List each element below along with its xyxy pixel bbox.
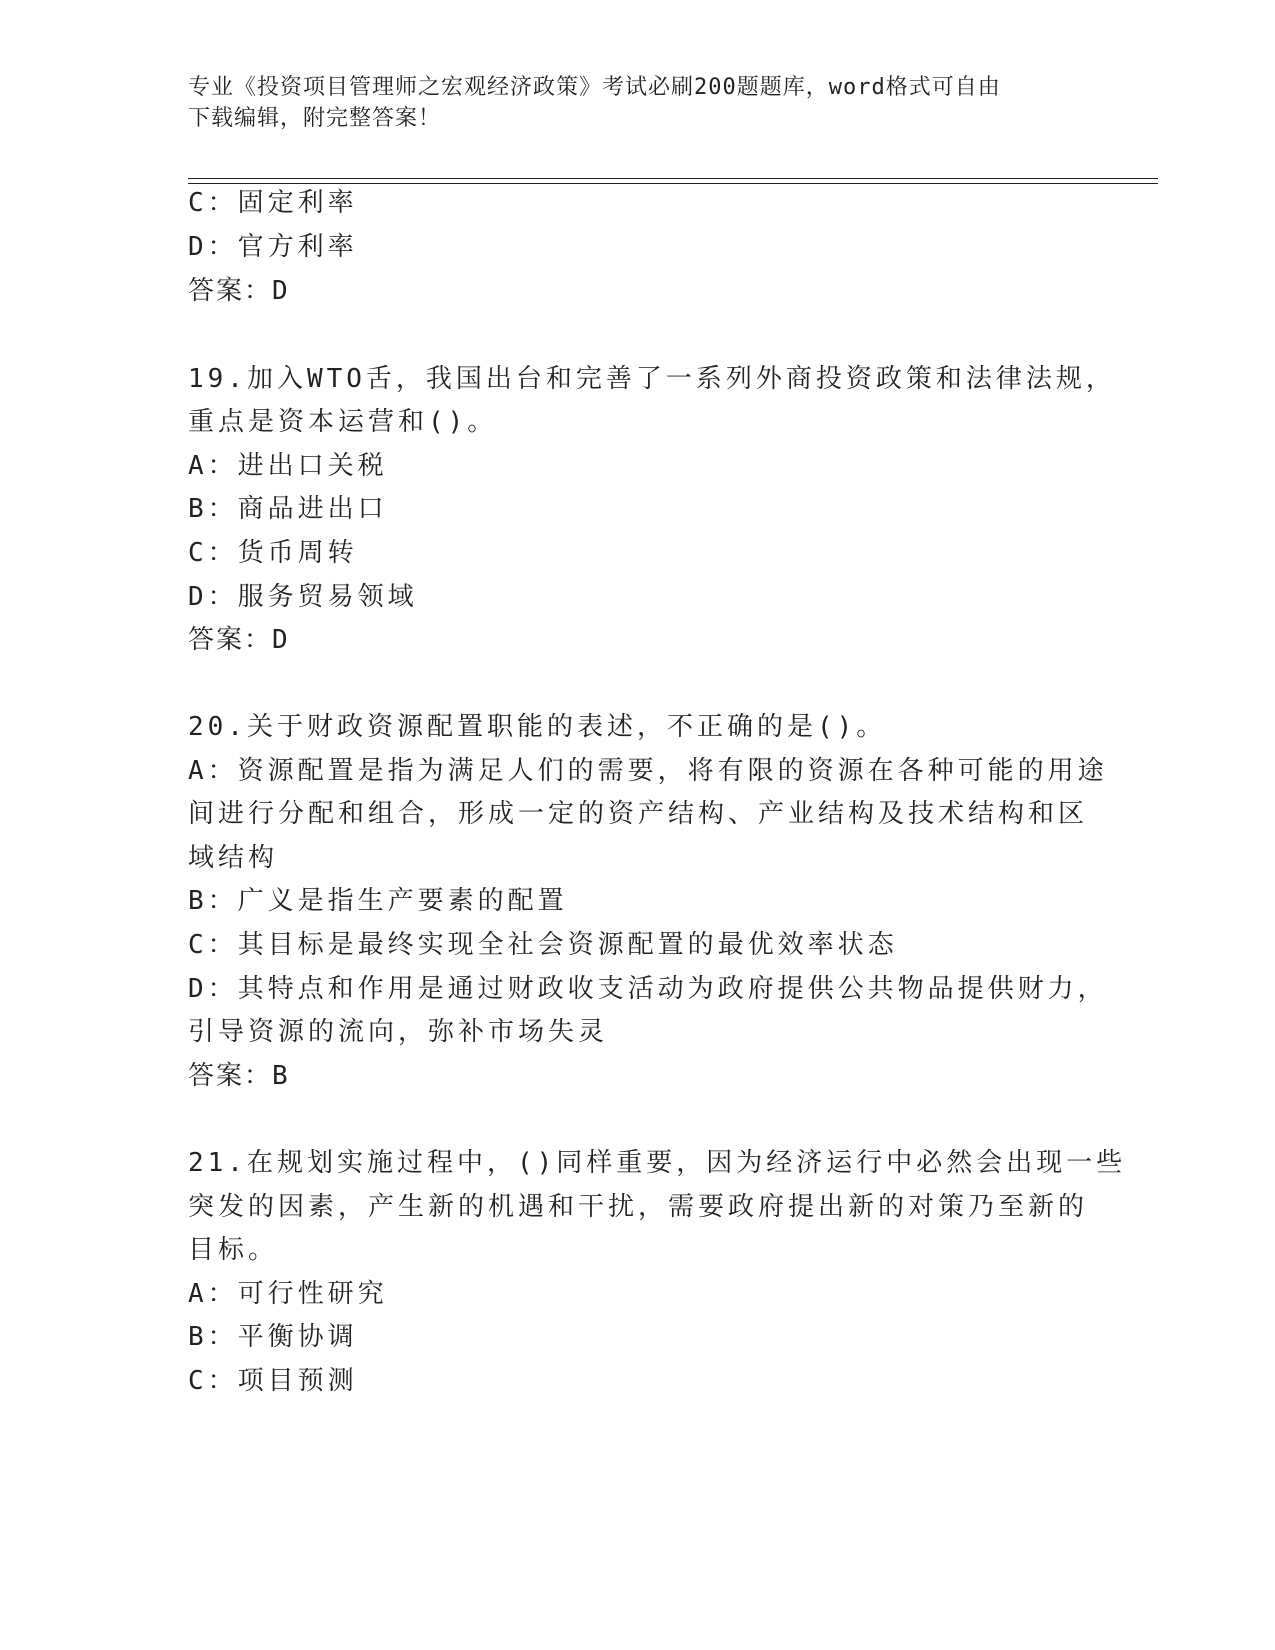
- q20-option-d-line-2: 引导资源的流向，弥补市场失灵: [188, 1017, 609, 1047]
- q19-option-b: B：商品进出口: [188, 494, 388, 524]
- q20-option-b: B：广义是指生产要素的配置: [188, 886, 568, 916]
- q21-stem-line-2: 突发的因素，产生新的机遇和干扰，需要政府提出新的对策乃至新的: [188, 1192, 1089, 1222]
- q21-option-c: C：项目预测: [188, 1366, 358, 1396]
- header-divider-top: [188, 178, 1158, 179]
- q21-stem-line-1: 21.在规划实施过程中，()同样重要，因为经济运行中必然会出现一些: [188, 1148, 1127, 1178]
- q20-option-a-line-2: 间进行分配和组合，形成一定的资产结构、产业结构及技术结构和区: [188, 799, 1089, 829]
- prev-answer: 答案：D: [188, 276, 290, 306]
- document-header: [188, 72, 1068, 134]
- header-divider-bottom: [188, 183, 1158, 184]
- prev-option-d: D：官方利率: [188, 232, 358, 262]
- q19-option-c: C：货币周转: [188, 538, 358, 568]
- q20-stem: 20.关于财政资源配置职能的表述，不正确的是()。: [188, 712, 887, 742]
- q20-option-c: C：其目标是最终实现全社会资源配置的最优效率状态: [188, 930, 898, 960]
- q20-option-a-line-1: A：资源配置是指为满足人们的需要，将有限的资源在各种可能的用途: [188, 756, 1108, 786]
- q19-option-a: A：进出口关税: [188, 451, 388, 481]
- q19-stem-line-1: 19.加入WTO舌，我国出台和完善了一系列外商投资政策和法律法规，: [188, 364, 1116, 394]
- q21-option-a: A：可行性研究: [188, 1279, 388, 1309]
- q20-option-a-line-3: 域结构: [188, 843, 279, 873]
- header-line-1: 专业《投资项目管理师之宏观经济政策》考试必刷200题题库，word格式可自由: [188, 75, 1001, 100]
- q19-option-d: D：服务贸易领域: [188, 582, 418, 612]
- q21-stem-line-3: 目标。: [188, 1235, 279, 1265]
- q20-option-d-line-1: D：其特点和作用是通过财政收支活动为政府提供公共物品提供财力，: [188, 974, 1108, 1004]
- q20-answer: 答案：B: [188, 1061, 290, 1091]
- header-line-2: 下载编辑，附完整答案！: [188, 106, 442, 131]
- q19-stem-line-2: 重点是资本运营和()。: [188, 407, 498, 437]
- prev-option-c: C：固定利率: [188, 188, 358, 218]
- q21-option-b: B：平衡协调: [188, 1322, 358, 1352]
- q19-answer: 答案：D: [188, 625, 290, 655]
